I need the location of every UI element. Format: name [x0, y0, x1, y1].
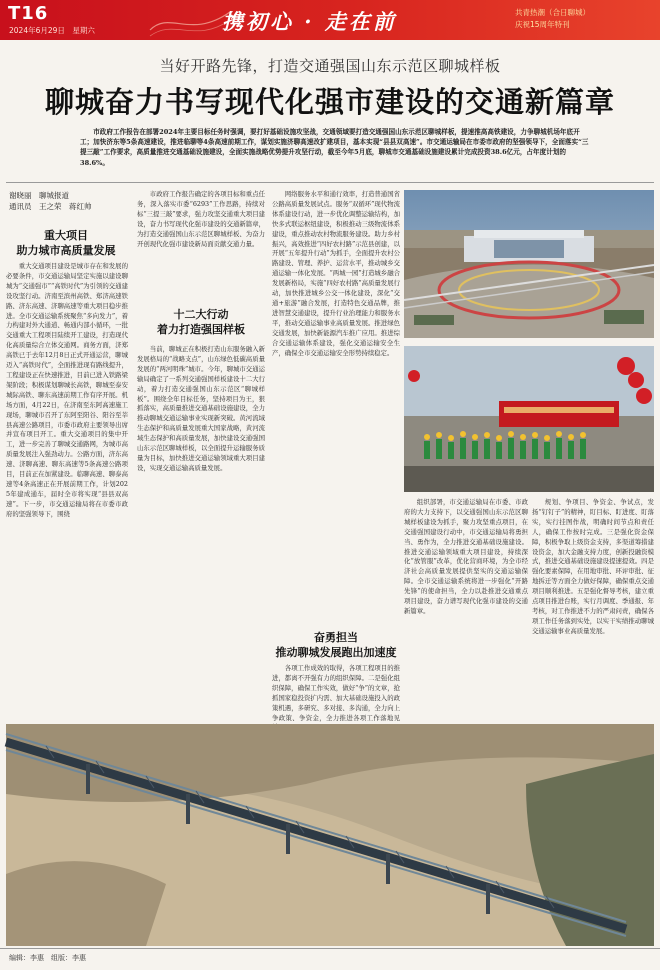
- ceremony-image: [404, 346, 654, 492]
- article-kicker: 当好开路先锋，打造交通强国山东示范区聊城样板: [159, 57, 501, 75]
- banner-subtitle: [515, 7, 655, 31]
- article-column-5: [532, 498, 654, 724]
- paragraph: 重大交通项目建设是城市存在和发展的必要条件，市交通运输局坚定实施以建设聊城为“交通强市”“高铁时代”为引领的交通建设攻坚行动。济南至滨州高铁、郑济高速铁路、济东高速、济聊高速等重大项目稳步推进。全市交通运输系统聚焦“多向发力”，着力构建对外大通道、畅通内部小循环，一批交通重大工程项目陆续开工建设，打造现代化高质量综合立体交通网。商务方面，济郑高铁已于去年12月8日正式开通运营，聊城迈入“高铁时代”，全面推进现有路线提升，工程建设正在快速推进，目前已进入铁路梁架阶段；积极谋划聊城长高铁，聊城至泰安城际高铁、聊东高速前期工作有序开展。机场方面，4月22日，在济南至东阿高速施工现场，聊城市召开了东阿至阳谷、阳谷至莘县高速公路项目，市委市政府主要领导出席并宣布项目开工。重大交通项目的集中开工，进一步完善了聊城交通路网，为城市高质量发展注入强劲动力。公路方面，济东高速、济聊高速、聊东高速等5条高速公路项目，目前正在加紧建设。临聊高速、聊泰高速等4条高速正在开展前期工作，计划2025年建成通车，届时全市将实现“县县双高速”。下一步，市交通运输局将在市委市政府的坚强领导下，围绕: [6, 262, 128, 518]
- divider: [6, 182, 654, 183]
- section-heading-line-2: 推动聊城发展跑出加速度: [275, 646, 397, 659]
- issue-date: 2024年6月29日 星期六: [9, 26, 95, 35]
- section-heading-major-projects: [6, 228, 126, 258]
- article-column-3: [272, 190, 400, 671]
- paragraph: 当前，聊城正在积极打造山东服务融入新发展格局的“战略支点”，山东绿色低碳高质量发展的“两河明珠”城市。今年，聊城市交通运输局确定了一系列交通强国样板建设十二大行动，着力打造交通强国山东示范区“聊城样板”。围绕全年目标任务，坚持项目为王，狠抓落实，高质量推进交通基础设施建设，全力推动聊城交通运输事业实现新突破。黄河流域生态保护和高质量发展重大国家战略，黄河流域生态保护和高质量发展，加快建设交通强国山东示范区聊城样板，以全面提升运输服务质量为目标，加快推进交通运输领域重大项目建设，实现交通运输高质量发展。: [137, 345, 265, 472]
- decorative-swirl-icon: [150, 0, 230, 40]
- bridge-aerial-image: [6, 724, 654, 946]
- byline-reporter: 谢晓丽 聊城报道: [9, 191, 69, 200]
- paragraph: 各项工作成效的取得，各项工程项目的推进，都离不开强有力的组织保障。二是强化组织保障，确保工作实效，做好“争”的文章，抢抓国家稳投资扩内需、加大基础设施投入的政策机遇，多研究、多对接、多沟通，全力向上争政策、争资金，全力推进各项工作落地见: [272, 664, 400, 722]
- article-column-3-bottom: [272, 664, 400, 724]
- byline-correspondent: 通讯员 王之荣 蒋红帅: [9, 202, 92, 211]
- station-aerial-image: [404, 190, 654, 338]
- masthead-banner: [0, 0, 660, 40]
- article-column-4: [404, 498, 528, 628]
- paragraph: 规划、争项目、争资金、争试点，发扬“钉钉子”的精神，盯目标、盯进度、盯落实，实行挂图作战，明确时间节点和责任人，确保工作按时完成。三是强化资金保障，积极争取上级资金支持，多渠道筹措建设资金，加大金融支持力度，创新投融资模式，推进交通基础设施建设提速提效。四是强化要素保障，在用地审批、环评审批、征地拆迁等方面全力做好保障，确保重点交通项目顺利推进。五是强化督导考核，建立重点项目推进台账，实行月调度、季通报、年考核，对工作推进不力的严肃问责，确保各项工作任务落到实处，以实干实绩推动聊城交通运输事业高质量发展。: [532, 498, 654, 635]
- page-number: T16: [8, 3, 49, 24]
- paragraph: 市政府工作报告确定的各项目标和重点任务，深入落实市委“6293”工作思路，持续对标“三提三敲”要求，强力攻坚交通重大项目建设，奋力书写现代化强市建设的交通新篇章，为打造交通强国山东示范区聊城样板、为奋力开创现代化强市建设新局面贡献交通力量。: [137, 190, 265, 248]
- banner-subtitle-line-1: 共青热潮（合日聊城）: [515, 8, 590, 17]
- section-heading-twelve-actions: [137, 307, 265, 337]
- section-heading-line-1: 奋勇担当: [314, 631, 358, 644]
- banner-subtitle-line-2: 庆祝15周年特刊: [515, 20, 570, 29]
- section-heading-forge-ahead: [272, 630, 400, 660]
- section-heading-line-2: 助力城市高质量发展: [16, 244, 116, 257]
- section-heading-line-1: 十二大行动: [173, 308, 229, 321]
- article-column-2-top: [137, 190, 265, 300]
- editor-credits: 编辑：李惠 组版：李惠: [9, 954, 86, 962]
- article-headline: 聊城奋力书写现代化强市建设的交通新篇章: [44, 85, 615, 119]
- section-heading-line-1: 重大项目: [44, 229, 88, 242]
- paragraph: 网络服务水平和通行效率，打造普通国省公路高质量发展试点。服务“双循环”现代物流体系建设行动，进一步优化调整运输结构，加快多式联运枢纽建设，积极推动三级物流体系建设，重点推动农村物流服务建设。助力乡村振兴，高效推进“四好农村路”示范县创建，以开展“五年提升行动”为抓手，全面提升农村公路建设、管理、养护、运营水平，推动城乡交通运输一体化发展。“两城一园”打造城乡融合发展新格局，实施“四好农村路”高质量发展行动，加快推进城乡公交一体化建设，深化“交通+旅游”融合发展，打造特色交通品牌，推进智慧交通建设，提升行业治理能力和服务水平，推动交通运输事业高质量发展。推进绿色交通发展，加快新能源汽车推广应用。推进综合交通运输体系建设，强化交通运输安全生产，确保全市交通运输安全形势持续稳定。: [272, 190, 400, 357]
- banner-slogan: 携初心 · 走在前: [222, 9, 397, 34]
- article-column-1: [6, 262, 128, 672]
- section-heading-line-2: 着力打造强国样板: [157, 323, 245, 336]
- photo-groundbreaking-ceremony: [404, 346, 654, 492]
- article-column-2-bottom: [137, 345, 265, 671]
- paragraph: 组织部署，市交通运输局在市委、市政府的大力支持下，以交通强国山东示范区聊城样板建设为抓手，聚力攻坚重点项目，在交通强国建设行动中，市交通运输局将勇担当、勇作为，全力推进交通基础设施建设。推进交通运输领域重大项目建设，持续深化“放管服”改革，优化营商环境，为全市经济社会高质量发展提供坚实的交通运输保障。全市交通运输系统将进一步强化“开路先锋”的使命担当，全力以赴推进交通重点项目建设，奋力谱写现代化强市建设的交通新篇章。: [404, 498, 528, 615]
- photo-river-bridge: [6, 724, 654, 946]
- page-footer: [0, 948, 660, 970]
- article-lede: 市政府工作报告在部署2024年主要目标任务时强调，要打好基础设施攻坚战，交通领域要打造交通强国山东示范区聊城样板，提速推高高铁建设，力争聊城机场年底开工；加快济东等5条高速建设，推进临聊等4条高速前期工作，谋划实施济聊高速改扩建项目，基本实现“县县双高速”。市交通运输局在市委市政府的坚强领导下，全面落实“三提三敲”工作要求，高质量推进交通基础设施建设，全面实施战略优势提升攻坚行动，截至今年5月底，聊城市交通基础设施建设累计完成投资38.6亿元，占年度计划的38.6%。: [80, 128, 589, 167]
- photo-railway-station: [404, 190, 654, 338]
- byline: [9, 190, 119, 212]
